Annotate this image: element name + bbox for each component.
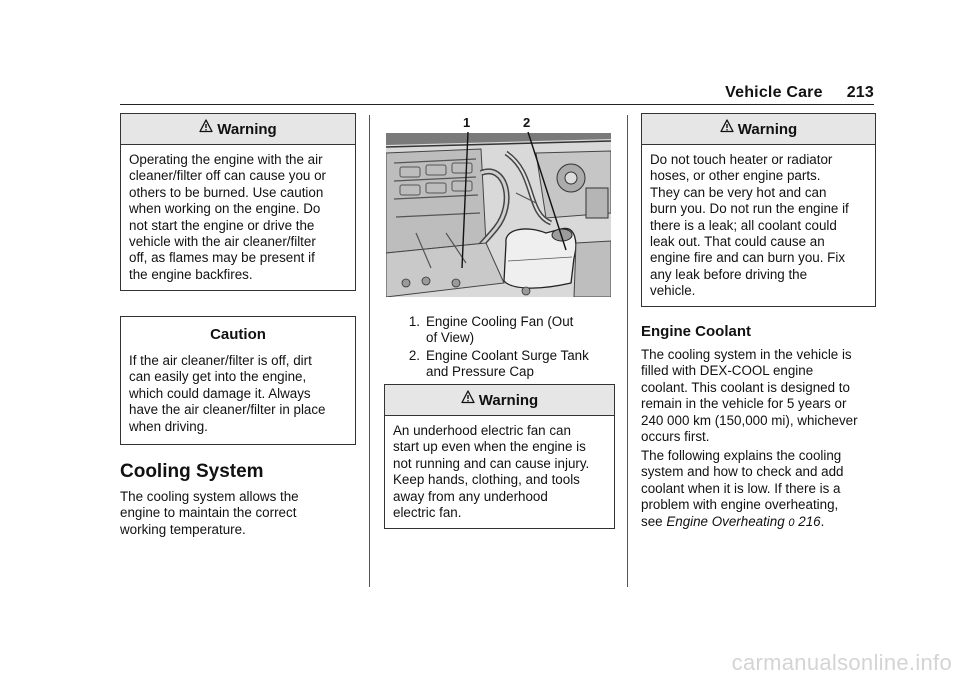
text-line: cleaner/filter off can cause you or [129,168,327,184]
column-divider-left [369,115,370,587]
engine-coolant-paragraph-1 [641,347,881,445]
text-line: burn you. Do not run the engine if [650,201,849,217]
text-line: when working on the engine. Do [129,201,321,217]
text-line: the engine backfires. [129,266,253,282]
figure-callout-2: 2 [523,115,531,130]
text-line: coolant when it is low. If there is a [641,480,841,496]
warning-box-body [121,145,355,291]
text-line: Engine Coolant Surge Tank [426,347,589,363]
caption-item [400,314,615,347]
text-line: Engine Cooling Fan (Out [426,314,574,329]
text-line: away from any underhood [393,488,548,504]
text-line: can easily get into the engine, [129,369,307,385]
caution-box-air-cleaner [120,316,356,445]
text-line: have the air cleaner/filter in place [129,402,326,418]
text-line: electric fan. [393,505,462,521]
figure-caption-list [400,314,615,382]
warning-triangle-icon [199,119,213,133]
text-line: The following explains the cooling [641,448,842,463]
cross-reference-link[interactable]: Engine Overheating [666,513,785,529]
caution-title: Caution [210,325,266,343]
text-line: The cooling system in the vehicle is [641,347,852,362]
text-line: and Pressure Cap [426,364,534,380]
header-title [725,84,874,102]
warning-triangle-icon [461,390,475,404]
text-line: others to be burned. Use caution [129,184,324,200]
text-line: remain in the vehicle for 5 years or [641,396,847,412]
warning-triangle-icon [720,119,734,133]
warning-box-air-cleaner [120,113,356,291]
section-name: Vehicle Care [725,84,823,101]
page-reference-number[interactable]: 216 [798,513,821,529]
text-line: there is a leak; all coolant could [650,217,837,233]
text-line: If the air cleaner/filter is off, dirt [129,353,312,368]
text-line: leak out. That could cause an [650,234,825,250]
figure-callout-1: 1 [463,115,471,130]
section-heading-cooling-system: Cooling System [120,461,264,482]
text-fragment: . [820,513,825,529]
caption-text [426,348,589,381]
warning-box-hoses [641,113,876,307]
cooling-system-paragraph [120,489,360,538]
text-line: when driving. [129,418,208,434]
text-line: engine fire and can burn you. Fix [650,250,846,266]
text-line: Keep hands, clothing, and tools [393,472,580,488]
text-line: They can be very hot and can [650,184,827,200]
warning-title: Warning [737,120,798,138]
text-line: Operating the engine with the air [129,152,323,167]
warning-title: Warning [217,120,277,138]
text-line: not start the engine or drive the [129,217,315,233]
text-line: not running and can cause injury. [393,455,590,471]
page-header [120,84,874,105]
text-line: filled with DEX-COOL engine [641,363,814,379]
caption-text [426,314,573,347]
engine-coolant-paragraph-2 [641,448,881,531]
text-line: The cooling system allows the [120,489,299,504]
text-line: coolant. This coolant is designed to [641,379,850,395]
text-line: engine to maintain the correct [120,505,297,521]
text-line: hoses, or other engine parts. [650,168,821,184]
section-heading-engine-coolant: Engine Coolant [641,323,751,340]
warning-box-electric-fan [384,384,615,529]
text-line: vehicle with the air cleaner/filter [129,234,316,250]
warning-box-header [385,385,614,416]
caption-number: 1. [408,314,420,329]
text-line: start up even when the engine is [393,439,586,455]
text-line: working temperature. [120,521,246,537]
page-number: 213 [846,84,874,101]
text-line: problem with engine overheating, [641,497,839,513]
caution-box-header [121,317,355,351]
text-fragment: see [641,513,667,529]
text-line: Do not touch heater or radiator [650,152,833,167]
text-line: off, as flames may be present if [129,250,315,266]
callout-leader-lines [386,120,611,300]
text-line [641,514,881,531]
column-divider-right [627,115,628,587]
text-line: occurs first. [641,429,710,445]
text-line: of View) [426,330,475,346]
warning-box-header [121,114,355,145]
warning-title: Warning [478,391,539,409]
text-line: which could damage it. Always [129,385,311,401]
text-line: system and how to check and add [641,464,844,480]
text-line: An underhood electric fan can [393,423,571,438]
text-line: any leak before driving the [650,266,808,282]
text-line: vehicle. [650,283,696,299]
caution-box-body [121,351,355,443]
warning-box-header [642,114,875,145]
text-line: 240 000 km (150,000 mi), whichever [641,412,858,428]
warning-box-body [642,145,875,308]
caption-item [400,348,615,381]
warning-box-body [385,416,614,529]
watermark-text: carmanualsonline.info [731,650,952,675]
caption-number: 2. [408,347,420,363]
page-reference-symbol: 0 [788,516,795,529]
